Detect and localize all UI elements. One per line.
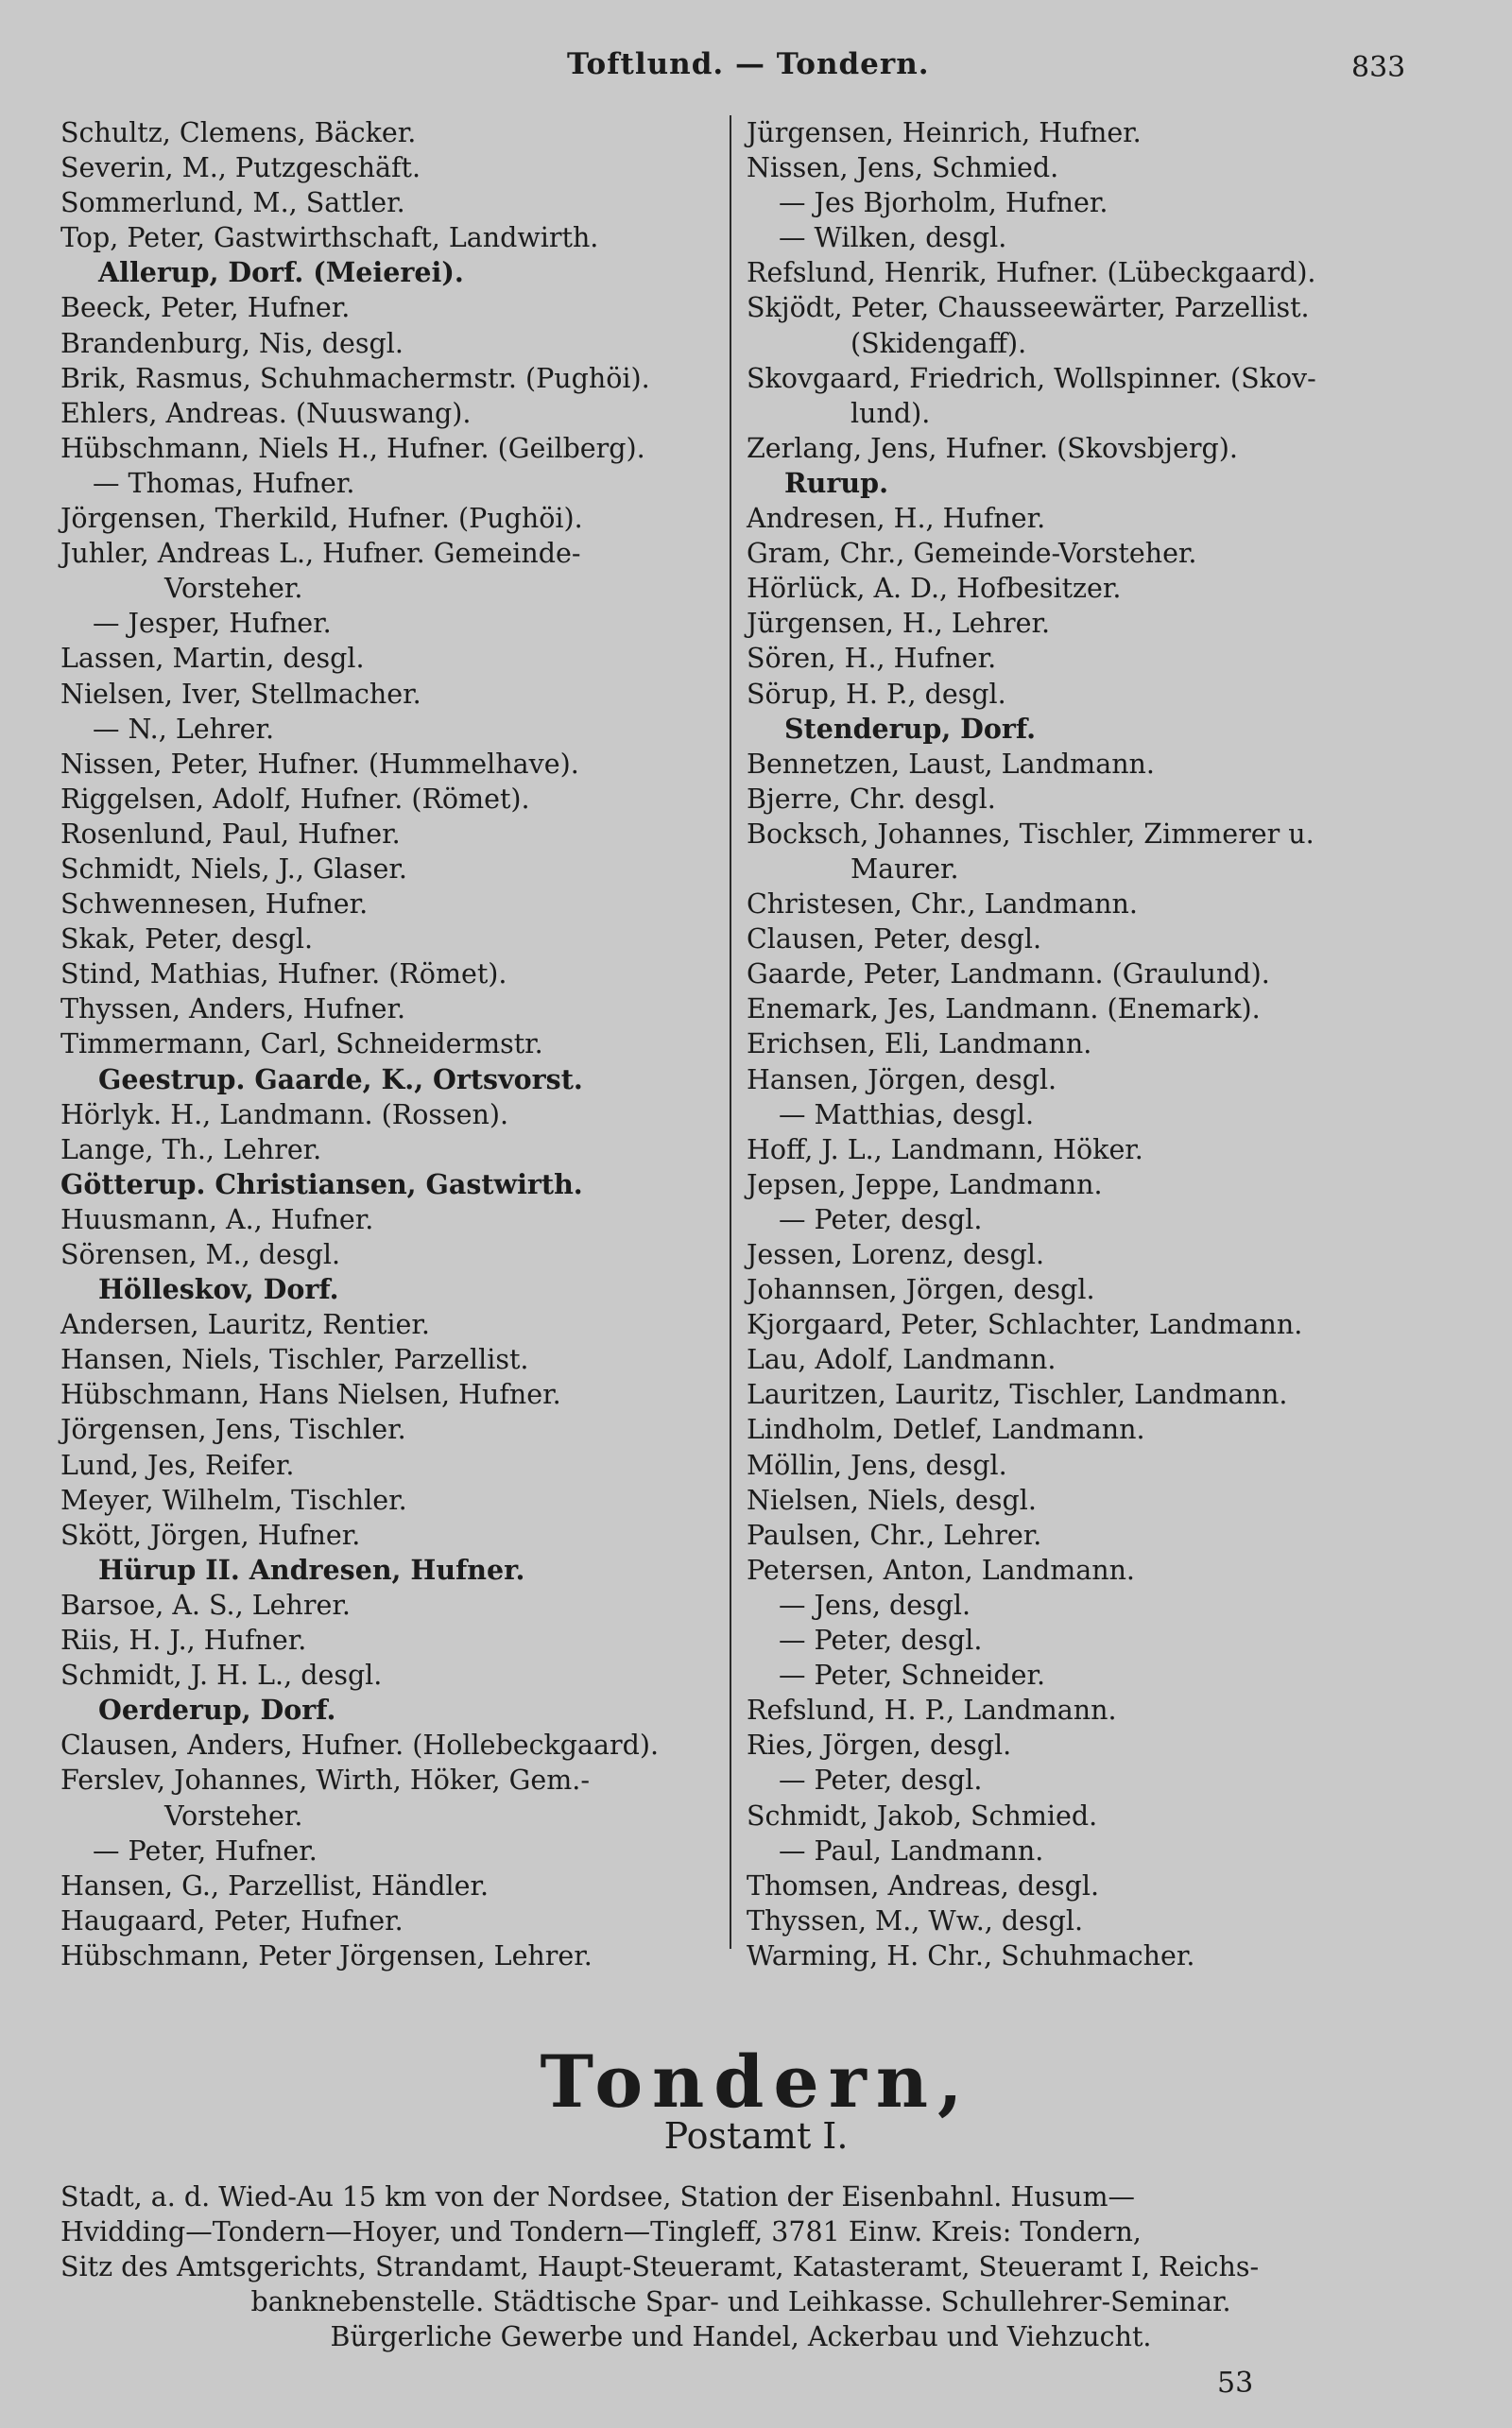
directory-entry: Erichsen, Eli, Landmann. [747, 1028, 1092, 1060]
directory-entry: Lund, Jes, Reifer. [60, 1449, 295, 1481]
directory-entry: Brandenburg, Nis, desgl. [60, 327, 404, 359]
directory-entry: Hansen, Jörgen, desgl. [747, 1063, 1057, 1095]
page-number: 833 [1351, 51, 1406, 84]
directory-entry: — Jesper, Hufner. [93, 608, 332, 640]
section-subtitle: Postamt I. [663, 2115, 849, 2157]
section-title: Tondern, [540, 2040, 972, 2124]
directory-entry: Skjödt, Peter, Chausseewärter, Parzellist. [747, 292, 1310, 324]
directory-entry: Clausen, Peter, desgl. [747, 923, 1042, 956]
directory-entry: Warming, H. Chr., Schuhmacher. [747, 1939, 1195, 1972]
directory-entry: Stind, Mathias, Hufner. (Römet). [60, 958, 507, 990]
directory-entry: Thyssen, Anders, Hufner. [60, 993, 406, 1025]
directory-entry: Lindholm, Detlef, Landmann. [747, 1414, 1145, 1446]
directory-entry: Gaarde, Peter, Landmann. (Graulund). [747, 958, 1270, 990]
description-line: banknebenstelle. Städtische Spar- und Leihkasse. Schullehrer-Seminar. [250, 2286, 1231, 2317]
directory-entry: Kjorgaard, Peter, Schlachter, Landmann. [747, 1309, 1303, 1341]
directory-entry: — Peter, Hufner. [93, 1834, 318, 1867]
directory-entry: Jepsen, Jeppe, Landmann. [747, 1168, 1103, 1200]
directory-entry: Schmidt, J. H. L., desgl. [60, 1660, 383, 1692]
directory-entry: Skak, Peter, desgl. [60, 923, 314, 956]
directory-entry: Huusmann, A., Hufner. [60, 1203, 374, 1235]
directory-entry: (Skidengaff). [850, 327, 1027, 359]
place-heading: Hürup II. Andresen, Hufner. [98, 1553, 525, 1586]
directory-entry: — Thomas, Hufner. [93, 467, 355, 499]
directory-entry: Bjerre, Chr. desgl. [747, 783, 996, 815]
directory-entry: Bennetzen, Laust, Landmann. [747, 748, 1155, 780]
directory-entry: Hansen, Niels, Tischler, Parzellist. [60, 1344, 529, 1376]
directory-entry: Andresen, H., Hufner. [747, 503, 1046, 535]
directory-entry: — Jes Bjorholm, Hufner. [779, 187, 1108, 219]
description-line: Hvidding—Tondern—Hoyer, und Tondern—Tingleff, 3781 Einw. Kreis: Tondern, [60, 2216, 1142, 2247]
directory-entry: Schwennesen, Hufner. [60, 888, 369, 921]
directory-entry: — Paul, Landmann. [779, 1834, 1044, 1867]
directory-entry: Vorsteher. [164, 1799, 303, 1832]
place-heading: Oerderup, Dorf. [98, 1694, 336, 1727]
directory-entry: Hörlück, A. D., Hofbesitzer. [747, 573, 1122, 605]
directory-entry: — Peter, desgl. [779, 1203, 983, 1235]
directory-entry: Severin, M., Putzgeschäft. [60, 152, 421, 184]
place-heading: Allerup, Dorf. (Meierei). [98, 256, 464, 289]
directory-entry: — Peter, Schneider. [779, 1660, 1046, 1692]
directory-entry: Möllin, Jens, desgl. [747, 1449, 1007, 1481]
directory-entry: — Peter, desgl. [779, 1765, 983, 1797]
description-line: Bürgerliche Gewerbe und Handel, Ackerbau und Viehzucht. [330, 2321, 1152, 2352]
right-column [747, 115, 1422, 1973]
directory-entry: Bocksch, Johannes, Tischler, Zimmerer u. [747, 818, 1314, 850]
place-heading: Rurup. [784, 466, 888, 499]
directory-entry: Nissen, Jens, Schmied. [747, 152, 1059, 184]
directory-entry: Beeck, Peter, Hufner. [60, 292, 351, 324]
directory-entry: Schmidt, Jakob, Schmied. [747, 1799, 1098, 1832]
directory-entry: Vorsteher. [164, 573, 303, 605]
directory-entry: Refslund, Henrik, Hufner. (Lübeckgaard). [747, 257, 1316, 289]
directory-entry: Thomsen, Andreas, desgl. [747, 1869, 1100, 1902]
directory-entry: Lauritzen, Lauritz, Tischler, Landmann. [747, 1379, 1288, 1411]
directory-entry: Paulsen, Chr., Lehrer. [747, 1519, 1042, 1551]
directory-entry: Schmidt, Niels, J., Glaser. [60, 852, 407, 885]
directory-entry: Johannsen, Jörgen, desgl. [747, 1274, 1095, 1306]
directory-entry: Refslund, H. P., Landmann. [747, 1695, 1117, 1727]
sheet-signature: 53 [1217, 2367, 1254, 2400]
directory-entry: — Jens, desgl. [779, 1589, 971, 1621]
directory-entry: Clausen, Anders, Hufner. (Hollebeckgaard). [60, 1730, 660, 1762]
directory-entry: Riggelsen, Adolf, Hufner. (Römet). [60, 783, 530, 815]
directory-entry: Jessen, Lorenz, desgl. [747, 1239, 1045, 1270]
directory-entry: lund). [850, 397, 931, 429]
directory-entry: Nielsen, Niels, desgl. [747, 1484, 1037, 1516]
directory-entry: Maurer. [850, 852, 959, 885]
directory-entry: Ehlers, Andreas. (Nuuswang). [60, 397, 472, 429]
directory-entry: Nissen, Peter, Hufner. (Hummelhave). [60, 748, 579, 780]
directory-entry: Christesen, Chr., Landmann. [747, 888, 1138, 921]
directory-entry: Thyssen, M., Ww., desgl. [747, 1904, 1084, 1937]
left-column [60, 115, 722, 1973]
directory-entry: Hoff, J. L., Landmann, Höker. [747, 1133, 1143, 1165]
directory-entry: Enemark, Jes, Landmann. (Enemark). [747, 993, 1261, 1025]
directory-entry: — Wilken, desgl. [779, 222, 1007, 254]
directory-entry: Rosenlund, Paul, Hufner. [60, 818, 401, 850]
directory-entry: Ries, Jörgen, desgl. [747, 1730, 1012, 1762]
description-line: Sitz des Amtsgerichts, Strandamt, Haupt-Steueramt, Katasteramt, Steueramt I, Reichs- [60, 2251, 1260, 2282]
directory-entry: Sörup, H. P., desgl. [747, 678, 1006, 710]
place-heading: Stenderup, Dorf. [784, 712, 1037, 745]
directory-entry: — N., Lehrer. [93, 713, 275, 745]
place-heading: Hölleskov, Dorf. [98, 1273, 339, 1306]
directory-entry: Hörlyk. H., Landmann. (Rossen). [60, 1098, 509, 1130]
directory-entry: Skovgaard, Friedrich, Wollspinner. (Skov- [747, 362, 1316, 394]
directory-entry: Hübschmann, Hans Nielsen, Hufner. [60, 1379, 561, 1411]
directory-entry: Jürgensen, Heinrich, Hufner. [747, 117, 1142, 148]
directory-entry: Sörensen, M., desgl. [60, 1239, 341, 1270]
directory-entry: Barsoe, A. S., Lehrer. [60, 1589, 351, 1621]
directory-entry: Timmermann, Carl, Schneidermstr. [60, 1028, 543, 1060]
directory-entry: Lange, Th., Lehrer. [60, 1133, 322, 1165]
directory-entry: Schultz, Clemens, Bäcker. [60, 117, 417, 148]
place-heading: Geestrup. Gaarde, K., Ortsvorst. [98, 1062, 583, 1095]
running-title: Toftlund. — Tondern. [567, 47, 930, 81]
directory-entry: Meyer, Wilhelm, Tischler. [60, 1484, 407, 1516]
directory-entry: Zerlang, Jens, Hufner. (Skovsbjerg). [747, 432, 1238, 464]
directory-entry: Skött, Jörgen, Hufner. [60, 1519, 361, 1551]
directory-entry: Lau, Adolf, Landmann. [747, 1344, 1057, 1376]
directory-entry: Jürgensen, H., Lehrer. [747, 608, 1051, 640]
directory-entry: Juhler, Andreas L., Hufner. Gemeinde- [60, 538, 581, 570]
directory-entry: Nielsen, Iver, Stellmacher. [60, 678, 421, 710]
directory-entry: Haugaard, Peter, Hufner. [60, 1904, 404, 1937]
directory-entry: Gram, Chr., Gemeinde-Vorsteher. [747, 538, 1197, 570]
directory-entry: — Matthias, desgl. [779, 1098, 1034, 1130]
directory-entry: Hübschmann, Niels H., Hufner. (Geilberg). [60, 432, 645, 464]
directory-entry: Jörgensen, Jens, Tischler. [60, 1414, 406, 1446]
description-line: Stadt, a. d. Wied-Au 15 km von der Nordsee, Station der Eisenbahnl. Husum— [60, 2181, 1136, 2213]
column-divider [730, 115, 731, 1949]
directory-entry: Jörgensen, Therkild, Hufner. (Pughöi). [60, 503, 583, 535]
directory-entry: — Peter, desgl. [779, 1625, 983, 1657]
page-header [0, 47, 1512, 89]
directory-entry: Ferslev, Johannes, Wirth, Höker, Gem.- [60, 1765, 590, 1797]
directory-entry: Sommerlund, M., Sattler. [60, 187, 405, 219]
directory-entry: Riis, H. J., Hufner. [60, 1625, 307, 1657]
directory-entry: Andersen, Lauritz, Rentier. [60, 1309, 430, 1341]
section-description [60, 2179, 1421, 2354]
directory-entry: Hansen, G., Parzellist, Händler. [60, 1869, 490, 1902]
directory-entry: Brik, Rasmus, Schuhmachermstr. (Pughöi). [60, 362, 650, 394]
directory-entry: Sören, H., Hufner. [747, 643, 997, 675]
place-heading: Götterup. Christiansen, Gastwirth. [60, 1167, 583, 1200]
directory-entry: Lassen, Martin, desgl. [60, 643, 365, 675]
directory-entry: Top, Peter, Gastwirthschaft, Landwirth. [60, 222, 599, 254]
directory-entry: Petersen, Anton, Landmann. [747, 1554, 1135, 1586]
directory-entry: Hübschmann, Peter Jörgensen, Lehrer. [60, 1939, 593, 1972]
